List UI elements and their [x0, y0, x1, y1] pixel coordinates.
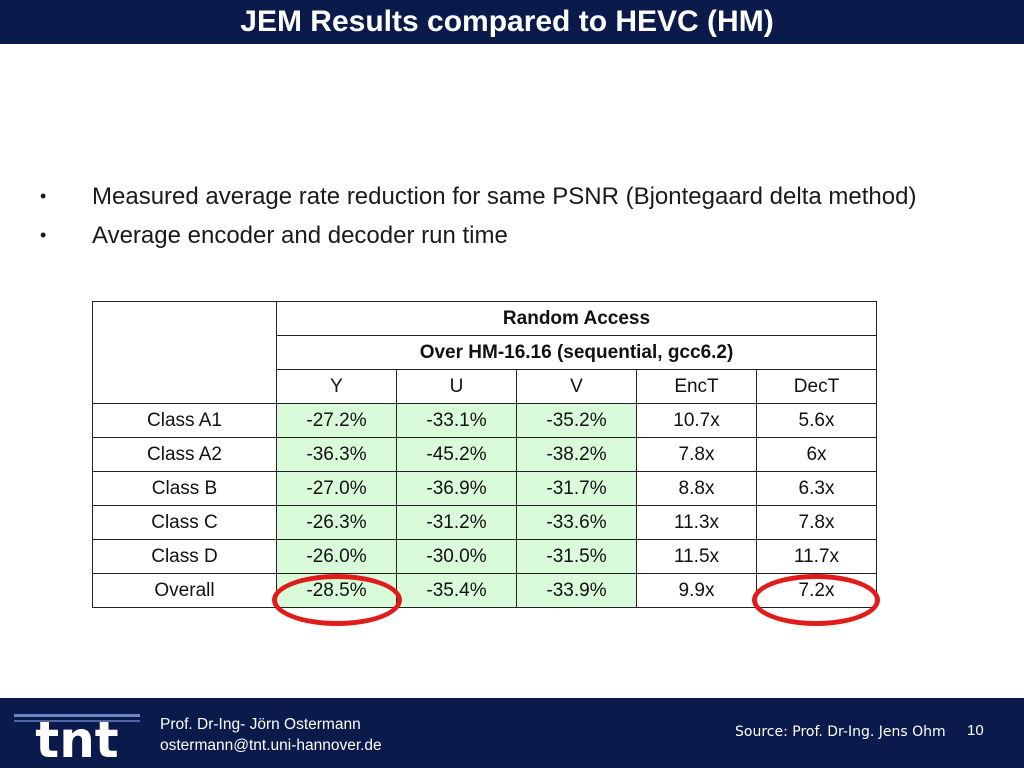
cell-y: -36.3%	[277, 438, 397, 472]
row-label: Class A1	[93, 404, 277, 438]
cell-enct: 9.9x	[637, 574, 757, 608]
cell-dect: 11.7x	[757, 540, 877, 574]
cell-enct: 10.7x	[637, 404, 757, 438]
author-block	[160, 714, 382, 756]
cell-y: -26.0%	[277, 540, 397, 574]
table-row	[93, 506, 877, 540]
table-row	[93, 438, 877, 472]
row-label: Class A2	[93, 438, 277, 472]
cell-y: -28.5%	[277, 574, 397, 608]
cell-u: -45.2%	[397, 438, 517, 472]
bullet-marker: •	[40, 186, 47, 206]
row-label: Class C	[93, 506, 277, 540]
cell-dect: 5.6x	[757, 404, 877, 438]
cell-enct: 7.8x	[637, 438, 757, 472]
cell-dect: 7.8x	[757, 506, 877, 540]
column-header-u: U	[397, 370, 517, 404]
cell-u: -31.2%	[397, 506, 517, 540]
cell-u: -33.1%	[397, 404, 517, 438]
results-table	[92, 301, 877, 608]
author-email: ostermann@tnt.uni-hannover.de	[160, 737, 382, 754]
bullet-list	[40, 177, 1020, 255]
cell-dect: 7.2x	[757, 574, 877, 608]
cell-u: -30.0%	[397, 540, 517, 574]
group-header: Random Access	[277, 302, 877, 336]
source-credit: Source: Prof. Dr-Ing. Jens Ohm	[735, 724, 946, 740]
cell-y: -27.0%	[277, 472, 397, 506]
title-bar	[0, 0, 1024, 44]
cell-enct: 8.8x	[637, 472, 757, 506]
cell-u: -35.4%	[397, 574, 517, 608]
column-header-y: Y	[277, 370, 397, 404]
footer-bar	[0, 698, 1024, 768]
table-corner-cell	[93, 302, 277, 404]
bullet-marker: •	[40, 225, 47, 245]
column-header-dect: DecT	[757, 370, 877, 404]
tnt-logo	[14, 708, 140, 760]
row-label: Class B	[93, 472, 277, 506]
column-header-enct: EncT	[637, 370, 757, 404]
cell-dect: 6x	[757, 438, 877, 472]
table-header-row	[93, 302, 877, 336]
cell-y: -27.2%	[277, 404, 397, 438]
bullet-text: Measured average rate reduction for same PSNR (Bjontegaard delta method)	[92, 182, 917, 210]
cell-enct: 11.3x	[637, 506, 757, 540]
cell-v: -33.6%	[517, 506, 637, 540]
table-row	[93, 472, 877, 506]
row-label: Class D	[93, 540, 277, 574]
cell-y: -26.3%	[277, 506, 397, 540]
logo-text: tnt	[35, 711, 119, 760]
cell-dect: 6.3x	[757, 472, 877, 506]
table-row	[93, 404, 877, 438]
page-number: 10	[967, 722, 984, 739]
row-label: Overall	[93, 574, 277, 608]
cell-v: -38.2%	[517, 438, 637, 472]
cell-v: -31.5%	[517, 540, 637, 574]
table-row	[93, 540, 877, 574]
highlight-circle-y-overall	[272, 574, 402, 626]
cell-enct: 11.5x	[637, 540, 757, 574]
sub-header: Over HM-16.16 (sequential, gcc6.2)	[277, 336, 877, 370]
bullet-item	[40, 177, 1020, 216]
slide-title: JEM Results compared to HEVC (HM)	[240, 5, 774, 38]
bullet-item	[40, 216, 1020, 255]
cell-v: -35.2%	[517, 404, 637, 438]
bullet-text: Average encoder and decoder run time	[92, 221, 508, 249]
cell-u: -36.9%	[397, 472, 517, 506]
cell-v: -31.7%	[517, 472, 637, 506]
column-header-v: V	[517, 370, 637, 404]
cell-v: -33.9%	[517, 574, 637, 608]
author-name: Prof. Dr-Ing- Jörn Ostermann	[160, 716, 361, 733]
highlight-circle-dect-overall	[752, 574, 880, 626]
